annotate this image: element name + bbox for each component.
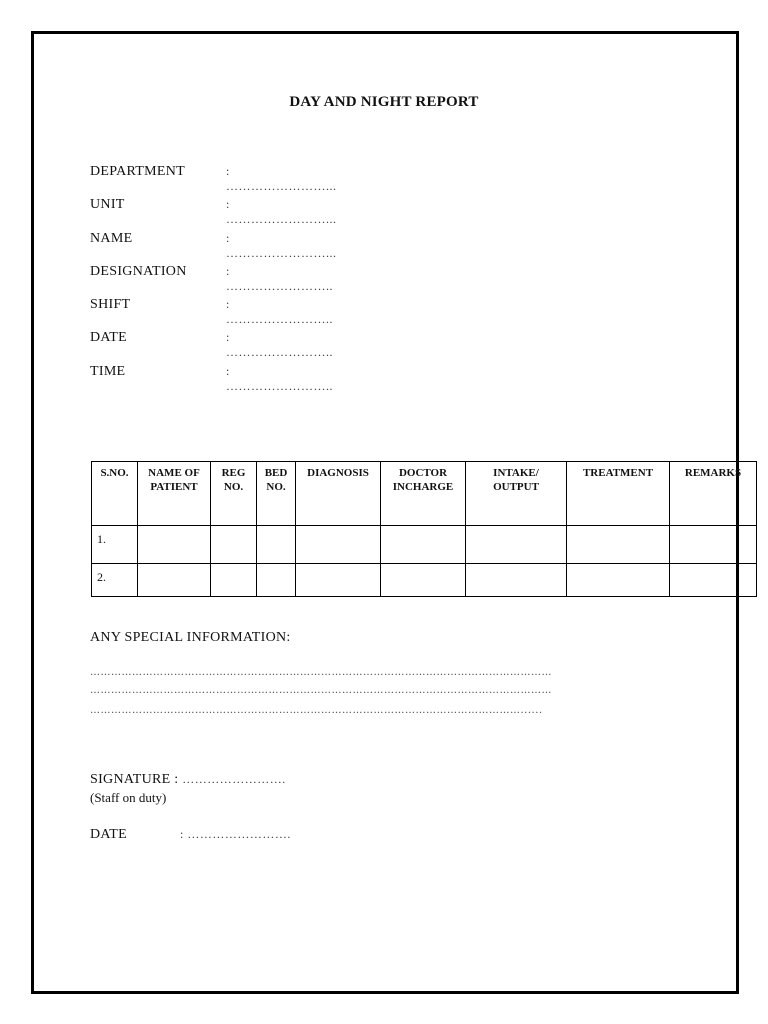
- signature-line: [90, 772, 286, 788]
- field-value: : ……………………...: [226, 197, 337, 227]
- table-header-row: [92, 462, 757, 526]
- field-label: SHIFT: [90, 297, 131, 313]
- row-number: 2.: [92, 564, 138, 597]
- table-row: [92, 526, 757, 564]
- header-bed-no: BED NO.: [257, 462, 296, 526]
- header-name-of-patient: NAME OF PATIENT: [138, 462, 211, 526]
- header-intake-output: INTAKE/ OUTPUT: [466, 462, 567, 526]
- field-label: DESIGNATION: [90, 263, 187, 279]
- field-label: TIME: [90, 363, 126, 379]
- table-cell: [466, 564, 567, 597]
- header-doctor-incharge: DOCTOR INCHARGE: [381, 462, 466, 526]
- footer-date-label: DATE: [90, 827, 127, 842]
- special-info-label: ANY SPECIAL INFORMATION:: [90, 630, 291, 645]
- header-remarks: REMARKS: [670, 462, 757, 526]
- field-value: : ……………………..: [226, 263, 333, 293]
- table-cell: [381, 526, 466, 564]
- table-cell: [296, 564, 381, 597]
- special-info-line: ……………………………………………………………………………………………………………......: [90, 705, 543, 716]
- signature-value: …………………….: [182, 772, 286, 786]
- table-cell: [138, 564, 211, 597]
- field-value: : ……………………..: [226, 363, 333, 393]
- table-cell: [670, 564, 757, 597]
- table-cell: [567, 564, 670, 597]
- table-cell: [670, 526, 757, 564]
- footer-date-value: : …………………….: [180, 827, 291, 841]
- report-title: DAY AND NIGHT REPORT: [289, 94, 479, 110]
- table-cell: [257, 564, 296, 597]
- table-row: [92, 564, 757, 597]
- header-treatment: TREATMENT: [567, 462, 670, 526]
- signature-label: SIGNATURE :: [90, 772, 183, 787]
- field-value: : ……………………...: [226, 230, 337, 260]
- field-value: : ……………………..: [226, 297, 333, 327]
- header-sno: S.NO.: [92, 462, 138, 526]
- table-cell: [211, 526, 257, 564]
- table-cell: [257, 526, 296, 564]
- field-value: : ……………………..: [226, 330, 333, 360]
- special-info-line: ……………………………………………………………………………………………………………………: [90, 685, 552, 696]
- field-label: DATE: [90, 330, 127, 346]
- special-info-line: ……………………………………………………………………………………………………………………: [90, 667, 552, 678]
- table-cell: [296, 526, 381, 564]
- field-label: DEPARTMENT: [90, 164, 185, 179]
- signature-sublabel: (Staff on duty): [90, 790, 167, 805]
- table-cell: [381, 564, 466, 597]
- field-value: : ……………………...: [226, 164, 337, 193]
- header-diagnosis: DIAGNOSIS: [296, 462, 381, 526]
- report-table: [91, 461, 757, 597]
- table-cell: [567, 526, 670, 564]
- row-number: 1.: [92, 526, 138, 564]
- table-cell: [138, 526, 211, 564]
- footer-date: [90, 827, 291, 843]
- header-reg-no: REG NO.: [211, 462, 257, 526]
- field-label: UNIT: [90, 197, 125, 213]
- table-cell: [211, 564, 257, 597]
- field-label: NAME: [90, 230, 133, 246]
- table-cell: [466, 526, 567, 564]
